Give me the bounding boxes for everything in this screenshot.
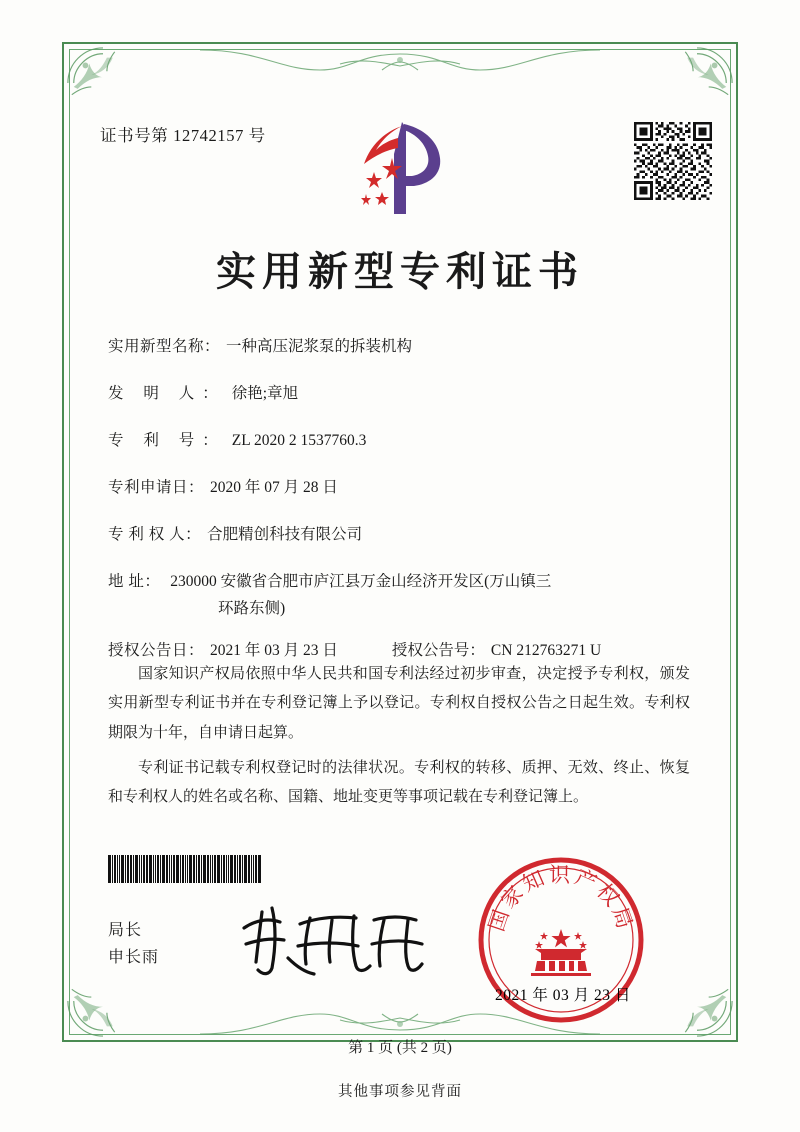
field-label-announce-date: 授权公告日： bbox=[108, 642, 205, 660]
paragraph-2: 专利证书记载专利权登记时的法律状况。专利权的转移、质押、无效、终止、恢复和专利权人的姓名或名称、国籍、地址变更等事项记载在专利登记簿上。 bbox=[108, 759, 690, 805]
handwritten-signature-icon bbox=[232, 900, 432, 980]
field-list bbox=[108, 335, 698, 686]
qr-code-icon bbox=[634, 122, 712, 200]
corner-ornament-icon bbox=[658, 44, 736, 122]
field-value-patentee: 合肥精创科技有限公司 bbox=[207, 526, 363, 544]
field-row-name bbox=[108, 335, 698, 359]
field-value-name: 一种高压泥浆泵的拆装机构 bbox=[226, 338, 413, 355]
body-paragraphs bbox=[108, 660, 690, 818]
field-label-patentee: 专 利 权 人： bbox=[108, 526, 202, 544]
field-value-patent-number: ZL 2020 2 1537760.3 bbox=[231, 432, 367, 450]
field-value-announce-number: CN 212763271 U bbox=[490, 642, 602, 660]
director-role-label: 局长 bbox=[108, 922, 143, 939]
certificate-number: 证书号第 12742157 号 bbox=[100, 126, 266, 145]
field-row-address bbox=[108, 570, 698, 621]
corner-ornament-icon bbox=[64, 962, 142, 1040]
seal-date: 2021 年 03 月 23 日 bbox=[495, 987, 631, 1004]
field-value-inventor: 徐艳;章旭 bbox=[231, 385, 299, 403]
field-row-patent-number bbox=[108, 429, 698, 453]
field-row-patentee bbox=[108, 523, 698, 547]
barcode bbox=[108, 855, 318, 883]
field-value-announce-date: 2021 年 03 月 23 日 bbox=[210, 642, 338, 660]
signature-labels bbox=[108, 917, 159, 971]
field-row-inventor bbox=[108, 382, 698, 406]
field-label-inventor: 发 明 人： bbox=[108, 385, 226, 403]
corner-ornament-icon bbox=[64, 44, 142, 122]
field-value-address: 230000 安徽省合肥市庐江县万金山经济开发区(万山镇三 bbox=[170, 573, 552, 591]
field-label-address: 地 址： bbox=[108, 573, 161, 591]
field-label-announce-number: 授权公告号： bbox=[391, 642, 485, 660]
paragraph-1: 国家知识产权局依照中华人民共和国专利法经过初步审查，决定授予专利权，颁发实用新型专利证书并在专利登记簿上予以登记。专利权自授权公告之日起生效。专利权期限为十年，自申请日起算。 bbox=[108, 666, 690, 741]
field-value-address-continued: 环路东侧) bbox=[218, 600, 286, 618]
footer-note: 其他事项参见背面 bbox=[338, 1084, 462, 1100]
cnipa-logo-icon bbox=[348, 118, 456, 220]
corner-ornament-icon bbox=[658, 962, 736, 1040]
field-label-name: 实用新型名称： bbox=[108, 338, 221, 355]
field-label-application-date: 专利申请日： bbox=[108, 479, 205, 497]
svg-text:国家知识产权局: 国家知识产权局 bbox=[484, 863, 638, 935]
field-label-patent-number: 专 利 号： bbox=[108, 432, 226, 450]
top-edge-ornament-icon bbox=[200, 44, 600, 84]
field-row-application-date bbox=[108, 476, 698, 500]
page-number: 第 1 页 (共 2 页) bbox=[348, 1040, 452, 1056]
director-name-label: 申长雨 bbox=[108, 949, 160, 967]
page-title: 实用新型专利证书 bbox=[216, 248, 584, 295]
field-value-application-date: 2020 年 07 月 28 日 bbox=[210, 479, 338, 497]
